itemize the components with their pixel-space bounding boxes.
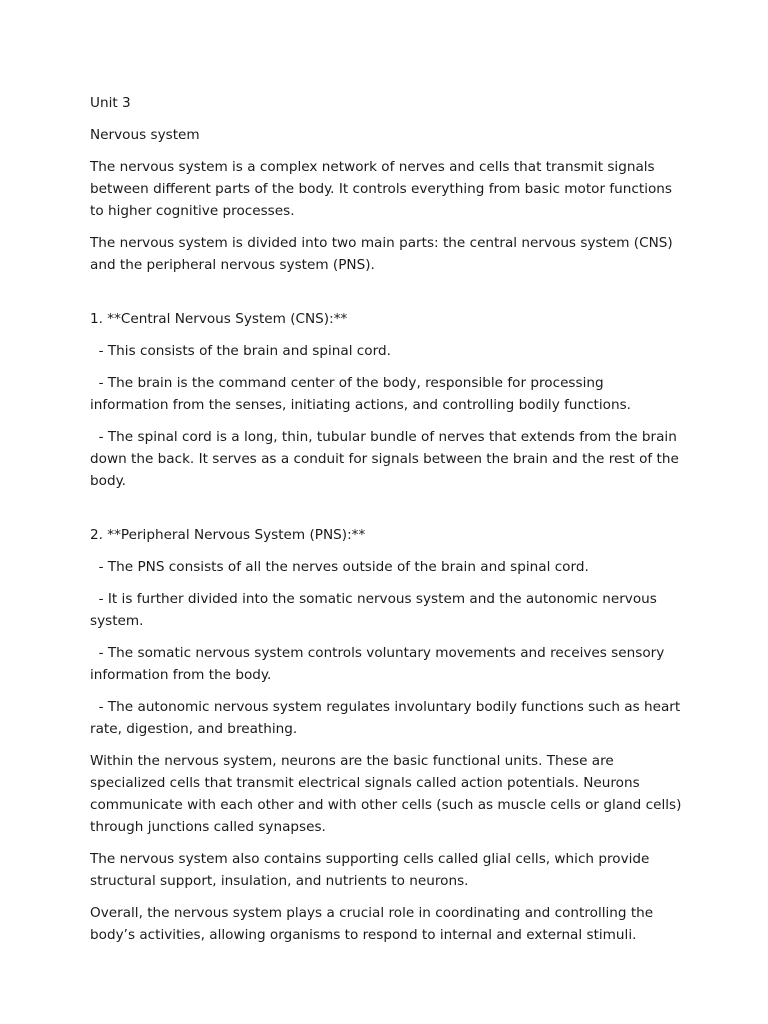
division-paragraph: The nervous system is divided into two main parts: the central nervous system (CNS) and the peripheral nervous system (PNS). xyxy=(90,235,678,273)
topic-title: Nervous system xyxy=(90,127,200,143)
glial-paragraph: The nervous system also contains supporting cells called glial cells, which provide structural support, insulation, and nutrients to neurons. xyxy=(90,851,654,889)
pns-point: - The PNS consists of all the nerves outside of the brain and spinal cord. xyxy=(90,559,589,575)
pns-heading: 2. **Peripheral Nervous System (PNS):** xyxy=(90,527,366,543)
document-page xyxy=(90,92,684,956)
section-spacer xyxy=(90,502,684,524)
cns-point: - The spinal cord is a long, thin, tubular bundle of nerves that extends from the brain down the back. It serves as a conduit for signals between the brain and the rest of the body. xyxy=(90,429,684,489)
pns-point: - The autonomic nervous system regulates involuntary bodily functions such as heart rate, digestion, and breathing. xyxy=(90,699,685,737)
cns-point: - This consists of the brain and spinal cord. xyxy=(90,343,391,359)
pns-point: - The somatic nervous system controls voluntary movements and receives sensory information from the body. xyxy=(90,645,669,683)
neurons-paragraph: Within the nervous system, neurons are the basic functional units. These are specialized cells that transmit electrical signals called action potentials. Neurons communicate with each other and with other cells (such as muscle cells or gland cells) through junctions called synapses. xyxy=(90,753,686,835)
cns-heading: 1. **Central Nervous System (CNS):** xyxy=(90,311,348,327)
unit-label: Unit 3 xyxy=(90,95,131,111)
cns-point: - The brain is the command center of the body, responsible for processing information from the senses, initiating actions, and controlling bodily functions. xyxy=(90,375,632,413)
section-spacer xyxy=(90,286,684,308)
overall-paragraph: Overall, the nervous system plays a crucial role in coordinating and controlling the body’s activities, allowing organisms to respond to internal and external stimuli. xyxy=(90,905,658,943)
intro-paragraph: The nervous system is a complex network of nerves and cells that transmit signals between different parts of the body. It controls everything from basic motor functions to higher cognitive processes. xyxy=(90,159,677,219)
pns-point: - It is further divided into the somatic nervous system and the autonomic nervous system. xyxy=(90,591,662,629)
